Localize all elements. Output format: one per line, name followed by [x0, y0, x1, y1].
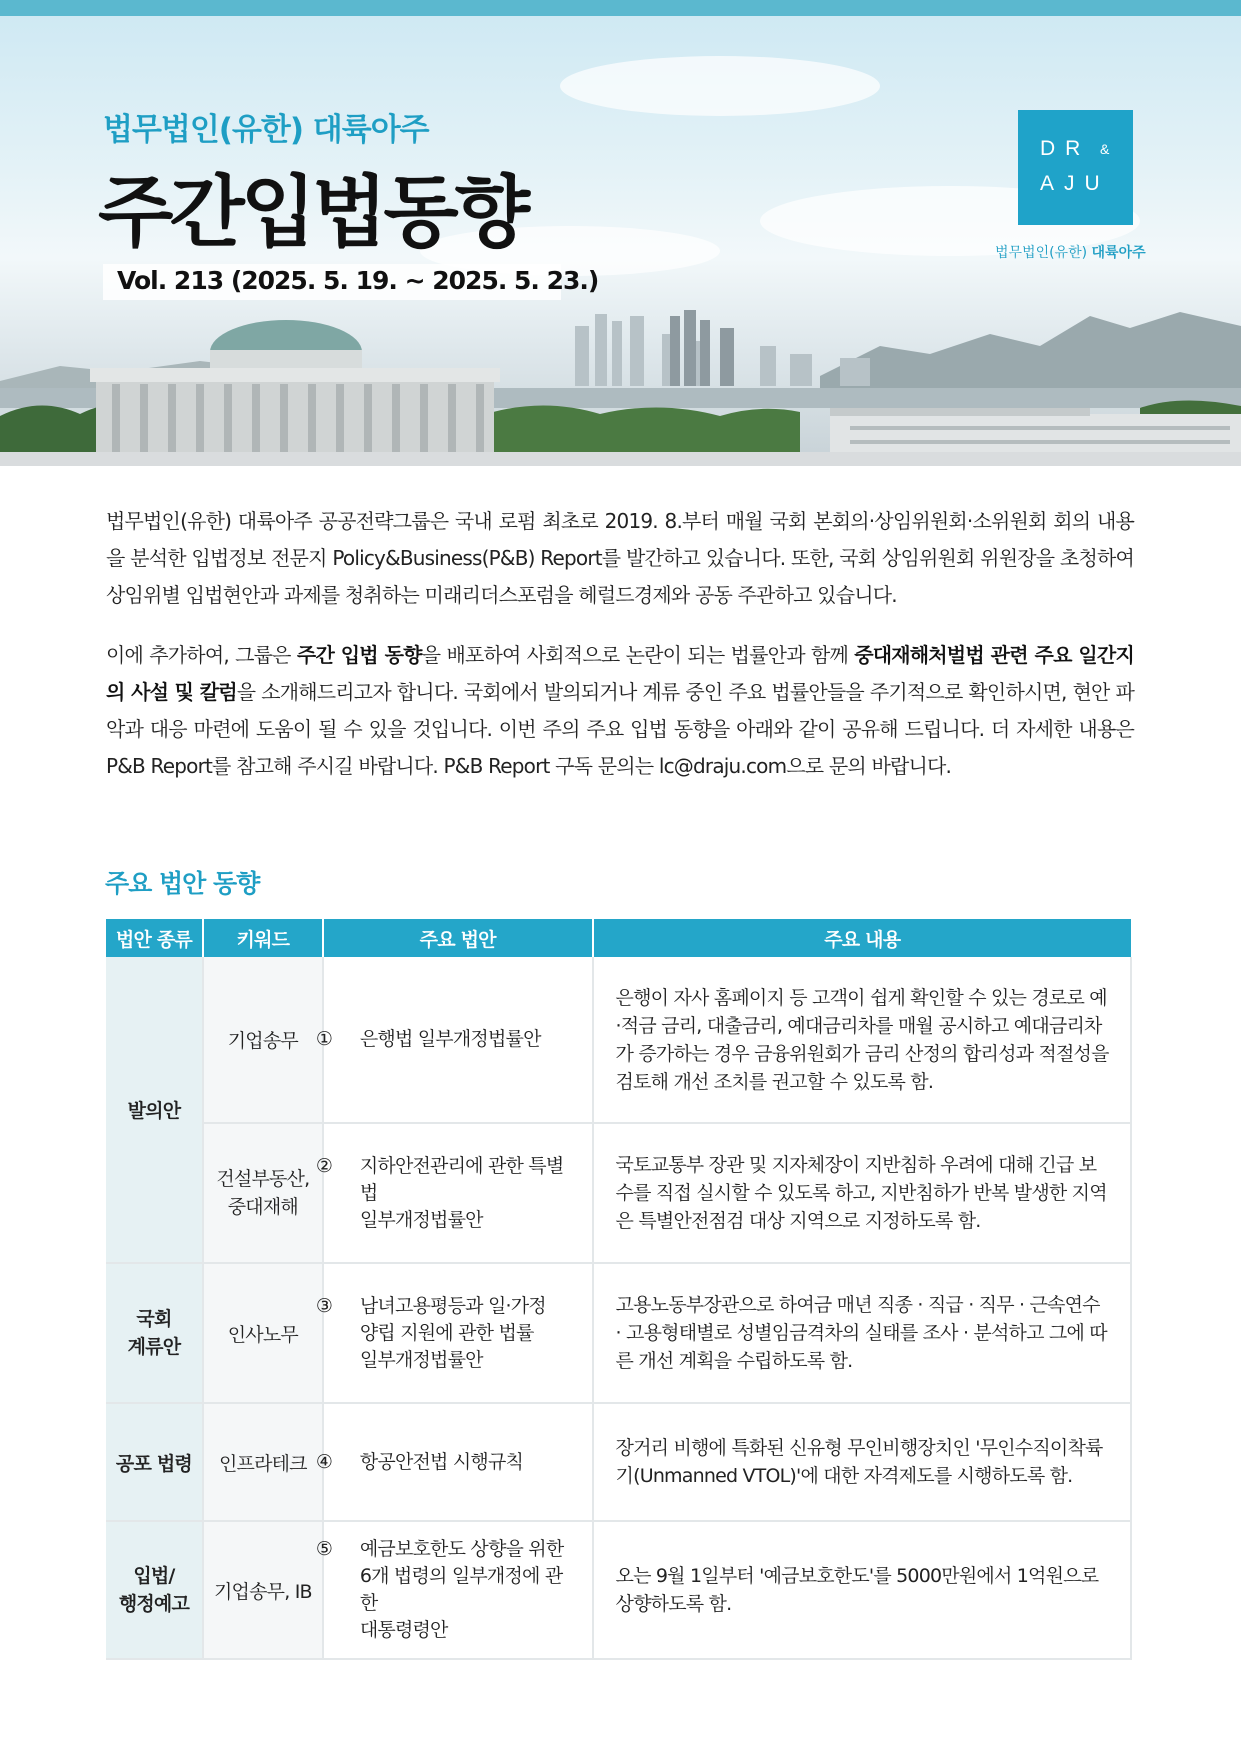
intro-text: 을 배포하여 사회적으로 논란이 되는 법률안과 함께 — [421, 643, 855, 667]
logo-sub-prefix: 법무법인(유한) — [995, 245, 1088, 261]
bill-name: 일부개정법률안 — [359, 1348, 483, 1371]
table-row — [106, 1263, 1131, 1403]
keyword-cell: 인사노무 — [203, 1263, 323, 1403]
bill-name-cell — [315, 1403, 593, 1521]
logo-line2: AJU — [1040, 172, 1110, 195]
bill-type-label: 국회 — [136, 1308, 172, 1330]
intro-paragraph-1: 법무법인(유한) 대륙아주 공공전략그룹은 국내 로펌 최초로 2019. 8.부터 매월 국회 본회의·상임위원회·소위원회 회의 내용을 분석한 입법정보 전문지 Policy&Business(P&B) Report를 발간하고 있습니다. 또한, 국회 상임위원회 위원장을 초청하여 상임위별 입법현안과 과제를 청취하는 미래리더스포럼을 헤럴드경제와 공동 주관하고 있습니다. — [106, 509, 1134, 607]
intro-emphasis: 중대재해처벌법 관련 주요 일간지의 사설 및 칼럼 — [106, 643, 1134, 704]
column-header: 법안 종류 — [106, 919, 203, 957]
description-cell: 장거리 비행에 특화된 신유형 무인비행장치인 '무인수직이착륙기(Unmanned VTOL)'에 대한 자격제도를 시행하도록 함. — [593, 1403, 1131, 1521]
bill-name: 지하안전관리에 관한 특별법 — [359, 1154, 564, 1204]
column-header: 주요 법안 — [323, 919, 593, 957]
dr-aju-logo — [1018, 110, 1133, 225]
table-row — [106, 1403, 1131, 1521]
bill-name: 예금보호한도 상향을 위한 — [359, 1538, 564, 1560]
intro-paragraph-2 — [106, 637, 1134, 785]
bill-name: 대통령령안 — [359, 1619, 448, 1641]
bill-line — [315, 1153, 578, 1207]
table-row — [106, 957, 1131, 1123]
keyword-cell: 기업송무, IB — [203, 1521, 323, 1659]
volume-label: Vol. 213 (2025. 5. 19. ~ 2025. 5. 23.) — [117, 266, 599, 295]
intro-text: 이에 추가하여, 그룹은 — [106, 643, 297, 667]
bill-type-label: 입법/ — [133, 1565, 175, 1587]
bill-number: ③ — [315, 1294, 333, 1317]
table-row — [106, 1123, 1131, 1263]
bill-number: ② — [315, 1154, 333, 1177]
keyword-cell: 인프라테크 — [203, 1403, 323, 1521]
bill-number: ④ — [315, 1450, 333, 1473]
bill-name-cell — [315, 1123, 593, 1263]
bill-name-cell — [315, 957, 593, 1123]
bill-name: 6개 법령의 일부개정에 관한 — [359, 1565, 563, 1614]
bill-line — [338, 1617, 578, 1644]
bill-line — [315, 1449, 578, 1476]
bill-type-cell: 공포 법령 — [106, 1403, 203, 1521]
description-cell: 은행이 자사 홈페이지 등 고객이 쉽게 확인할 수 있는 경로로 예·적금 금리, 대출금리, 예대금리차를 매월 공시하고 예대금리차가 증가하는 경우 금융위원회가 금리 산정의 합리성과 적절성을 검토해 개선 조치를 권고할 수 있도록 함. — [593, 957, 1131, 1123]
bill-name: 남녀고용평등과 일·가정 — [359, 1294, 546, 1317]
bill-name-cell — [315, 1521, 593, 1659]
bill-line — [338, 1207, 578, 1234]
keyword-cell: 기업송무 — [203, 957, 323, 1123]
bill-type-label: 행정예고 — [118, 1593, 190, 1615]
logo-subtitle — [995, 242, 1146, 262]
intro-text: 을 소개해드리고자 합니다. 국회에서 발의되거나 계류 중인 주요 법률안들을 주기적으로 확인하시면, 현안 파악과 대응 마련에 도움이 될 수 있을 것입니다. 이번 주의 주요 입법 동향을 아래와 같이 공유해 드립니다. 더 자세한 내용은 P&B Report를 참고해 주시길 바랍니다. P&B Report 구독 문의는 lc@draju.com으로 문의 바랍니다. — [106, 680, 1134, 778]
description-cell: 오는 9월 1일부터 '예금보호한도'를 5000만원에서 1억원으로 상향하도록 함. — [593, 1521, 1131, 1659]
publication-title: 주간입법동향 — [98, 168, 527, 258]
intro-emphasis: 주간 입법 동향 — [296, 643, 422, 667]
keyword-label: 건설부동산, 중대재해 — [216, 1168, 310, 1218]
banner-bottom-strip — [0, 452, 1241, 466]
bill-name: 양립 지원에 관한 법률 — [359, 1321, 534, 1344]
bill-name: 항공안전법 시행규칙 — [359, 1450, 524, 1473]
column-header: 주요 내용 — [593, 919, 1131, 957]
bill-type-cell — [106, 1263, 203, 1403]
logo-ampersand: & — [1100, 141, 1110, 157]
table-header-row — [106, 919, 1131, 957]
section-heading: 주요 법안 동향 — [105, 869, 260, 898]
bill-name-cell — [315, 1263, 593, 1403]
bill-name: 일부개정법률안 — [359, 1208, 483, 1231]
description-cell: 고용노동부장관으로 하여금 매년 직종 · 직급 · 직무 · 근속연수 · 고용형태별로 성별임금격차의 실태를 조사 · 분석하고 그에 따른 개선 계획을 수립하도록 함. — [593, 1263, 1131, 1403]
bill-line — [338, 1563, 578, 1617]
bill-name: 은행법 일부개정법률안 — [359, 1028, 541, 1050]
bill-line — [315, 1026, 578, 1053]
keyword-cell — [203, 1123, 323, 1263]
bill-type-label: 계류안 — [127, 1336, 181, 1358]
logo-line1: DR — [1040, 137, 1091, 160]
bill-number: ⑤ — [315, 1538, 333, 1560]
bill-type-cell — [106, 957, 203, 1263]
bills-table — [106, 919, 1132, 1660]
column-header: 키워드 — [203, 919, 323, 957]
bill-line — [338, 1320, 578, 1347]
bill-number: ① — [315, 1028, 333, 1050]
bill-type-cell — [106, 1521, 203, 1659]
table-row — [106, 1521, 1131, 1659]
description-cell: 국토교통부 장관 및 지자체장이 지반침하 우려에 대해 긴급 보수를 직접 실시할 수 있도록 하고, 지반침하가 반복 발생한 지역은 특별안전점검 대상 지역으로 지정하도록 함. — [593, 1123, 1131, 1263]
firm-name: 법무법인(유한) 대륙아주 — [103, 112, 429, 148]
bill-line — [315, 1293, 578, 1320]
bill-line — [315, 1536, 578, 1563]
bill-type-label: 발의안 — [127, 1100, 181, 1122]
bill-line — [338, 1347, 578, 1374]
top-accent-strip — [0, 0, 1241, 16]
logo-sub-name: 대륙아주 — [1091, 245, 1146, 261]
